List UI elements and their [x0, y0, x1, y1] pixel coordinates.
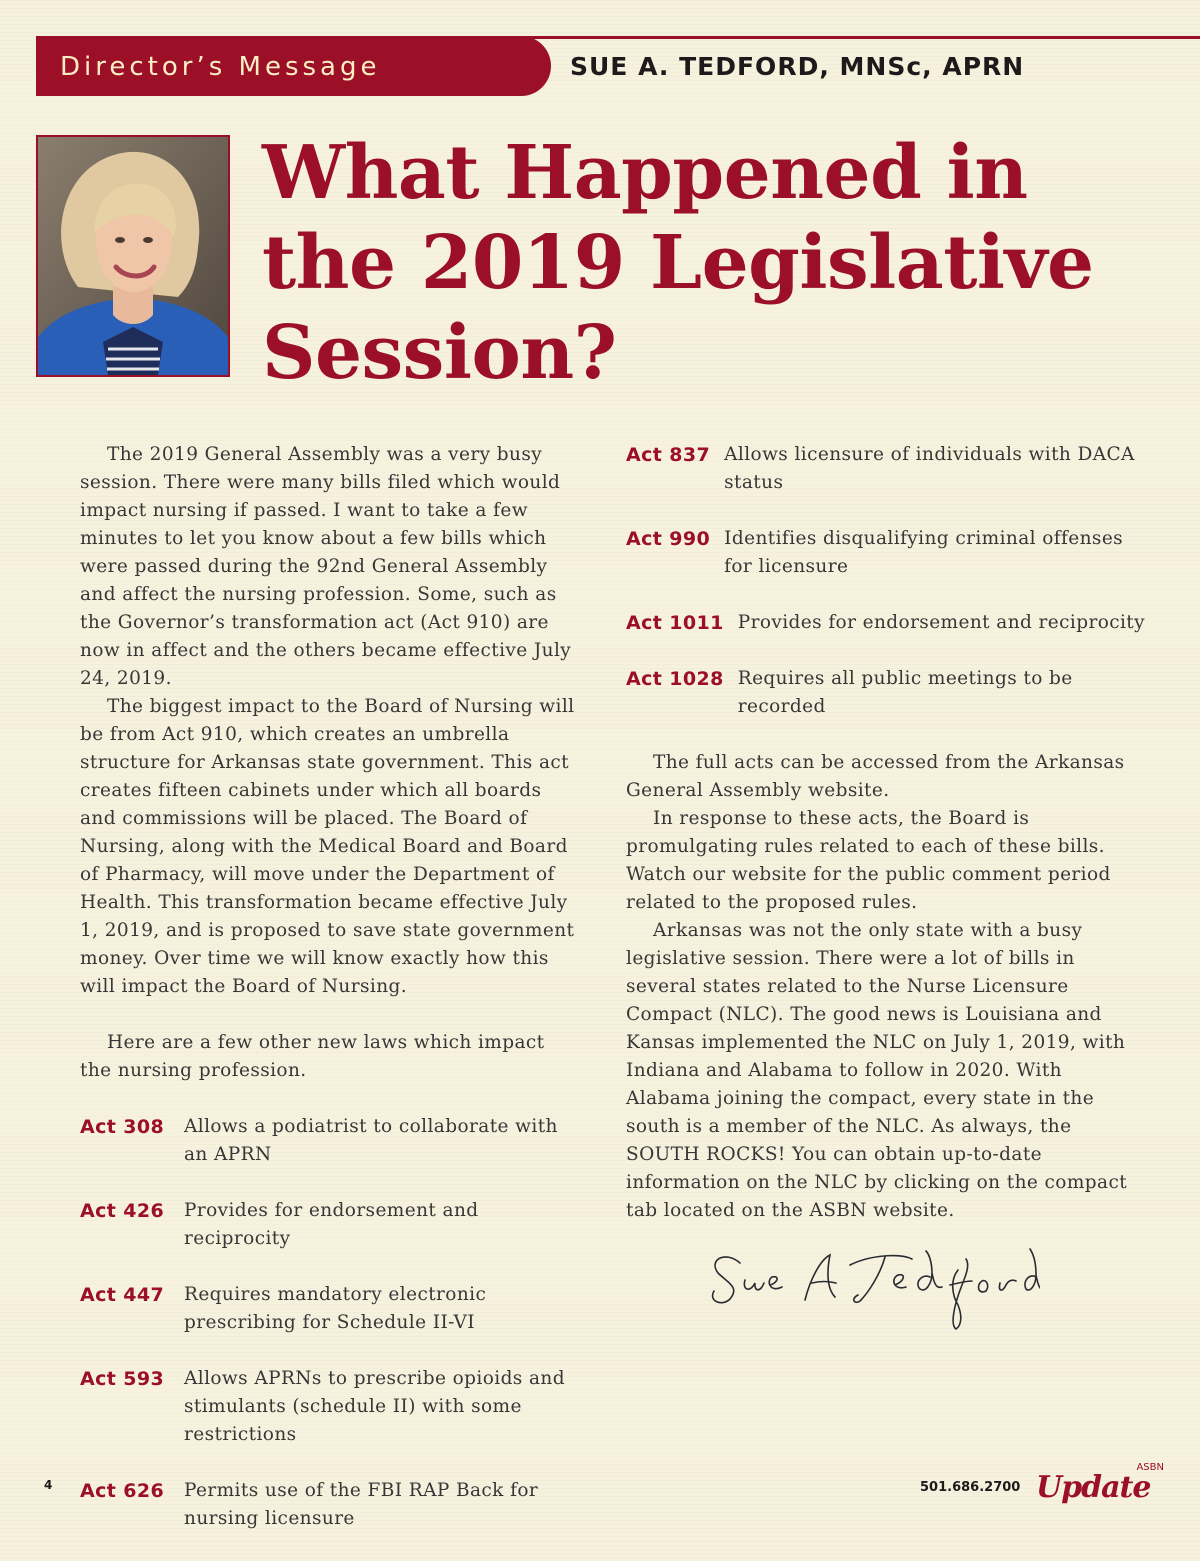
acts-intro: Here are a few other new laws which impact the nursing profession.	[80, 1032, 545, 1081]
asbn-update-logo	[1036, 1464, 1168, 1508]
act-number: Act 308	[80, 1116, 165, 1138]
body-paragraph: The 2019 General Assembly was a very busy session. There were many bills filed which would impact nursing if passed. I want to take a few minutes to let you know about a few bills which were passed during the 92nd General Assembly and affect the nursing profession. Some, such as the Governor’s transformation act (Act 910) are now in affect and the others became effective July 24, 2019.	[80, 444, 572, 689]
act-description: Requires mandatory electronic prescribing for Schedule II-VI	[184, 1284, 487, 1333]
act-number: Act 426	[80, 1200, 165, 1222]
act-description: Permits use of the FBI RAP Back for nursing licensure	[184, 1480, 539, 1529]
body-paragraph: In response to these acts, the Board is promulgating rules related to each of these bills. Watch our website for the public comment period related to the proposed rules.	[626, 808, 1111, 913]
body-paragraph: The biggest impact to the Board of Nursing will be from Act 910, which creates an umbrella structure for Arkansas state government. This act creates fifteen cabinets under which all boards and commissions will be placed. The Board of Nursing, along with the Medical Board and Board of Pharmacy, will move under the Department of Health. This transformation became effective July 1, 2019, and is proposed to save state government money. Over time we will know exactly how this will impact the Board of Nursing.	[80, 696, 575, 997]
logo-asbn: ASBN	[1136, 1462, 1164, 1473]
body-paragraph: Arkansas was not the only state with a busy legislative session. There were a lot of bills in several states related to the Nurse Licensure Compact (NLC). The good news is Louisiana and Kansas implemented the NLC on July 1, 2019, with Indiana and Alabama to follow in 2020. With Alabama joining the compact, every state in the south is a member of the NLC. As always, the SOUTH ROCKS! You can obtain up-to-date information on the NLC by clicking on the compact tab located on the ASBN website.	[626, 920, 1128, 1221]
page-number: 4	[44, 1478, 53, 1492]
act-item	[80, 1197, 580, 1253]
act-item	[80, 1365, 580, 1449]
act-number: Act 626	[80, 1480, 165, 1502]
act-description: Allows a podiatrist to collaborate with an APRN	[184, 1116, 558, 1165]
act-description: Provides for endorsement and reciprocity	[184, 1200, 479, 1249]
body-paragraph: The full acts can be accessed from the Arkansas General Assembly website.	[626, 752, 1125, 801]
author-name: SUE A. TEDFORD, MNSc, APRN	[570, 52, 1025, 81]
act-number: Act 837	[626, 444, 711, 466]
phone-number: 501.686.2700	[920, 1480, 1021, 1495]
act-number: Act 1011	[626, 612, 724, 634]
act-description: Allows licensure of individuals with DACA status	[724, 444, 1135, 493]
act-item	[626, 665, 1146, 721]
act-number: Act 990	[626, 528, 711, 550]
logo-update: Update	[1036, 1470, 1151, 1505]
act-number: Act 593	[80, 1368, 165, 1390]
act-item	[626, 441, 1146, 497]
act-item	[80, 1113, 580, 1169]
act-item	[626, 609, 1146, 637]
signature	[700, 1225, 1040, 1335]
left-column	[80, 441, 580, 1561]
article-title: What Happened in the 2019 Legislative Session?	[262, 130, 1094, 396]
act-description: Provides for endorsement and reciprocity	[737, 612, 1145, 633]
act-item	[80, 1477, 580, 1533]
right-column	[626, 441, 1146, 1225]
act-description: Allows APRNs to prescribe opioids and stimulants (schedule II) with some restrictions	[184, 1368, 565, 1445]
author-portrait	[36, 135, 230, 377]
act-description: Requires all public meetings to be recorded	[737, 668, 1073, 717]
act-description: Identifies disqualifying criminal offenses for licensure	[724, 528, 1124, 577]
act-number: Act 1028	[626, 668, 724, 690]
act-number: Act 447	[80, 1284, 165, 1306]
act-item	[626, 525, 1146, 581]
section-title: Director’s Message	[60, 52, 381, 82]
act-item	[80, 1281, 580, 1337]
